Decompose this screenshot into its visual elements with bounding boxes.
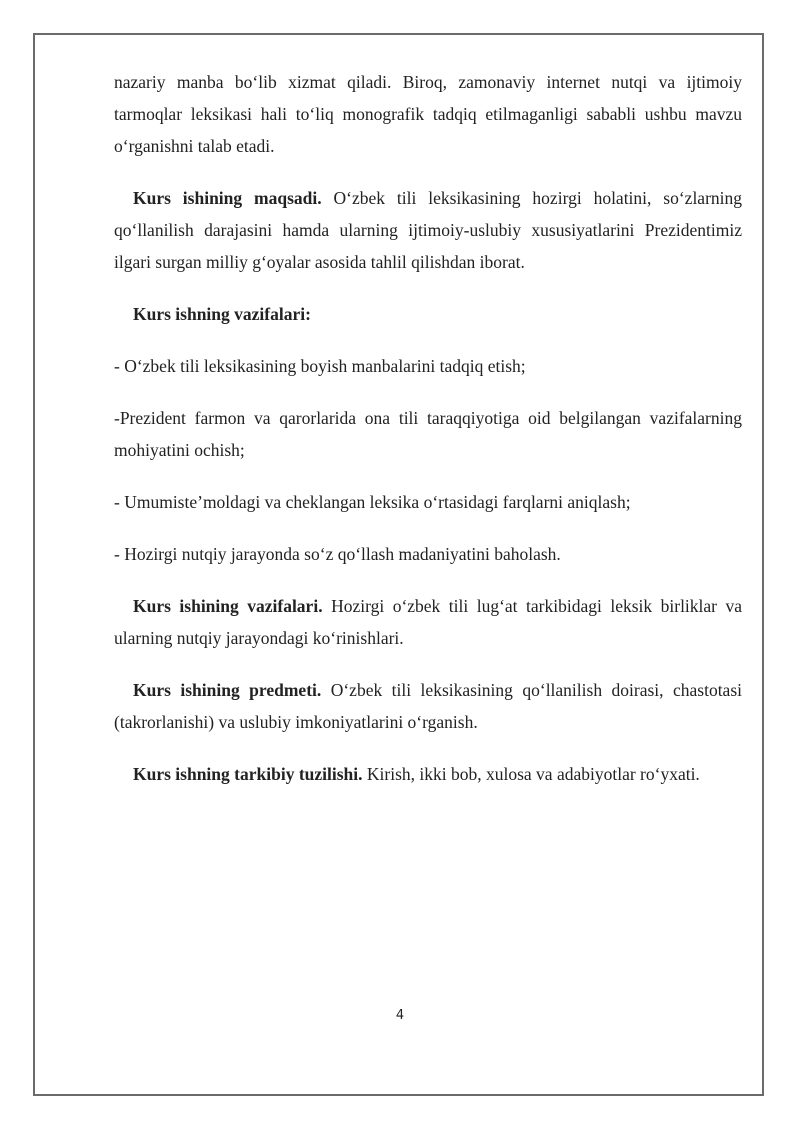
goal-heading: Kurs ishining maqsadi. <box>133 188 322 208</box>
task-item-4: - Hozirgi nutqiy jarayonda so‘z qo‘llash madaniyatini baholash. <box>114 544 561 564</box>
structure-text: Kirish, ikki bob, xulosa va adabiyotlar ro‘yxati. <box>362 764 700 784</box>
goal-paragraph <box>114 182 742 278</box>
object-heading: Kurs ishining vazifalari. <box>133 596 323 616</box>
tasks-heading: Kurs ishning vazifalari: <box>133 304 311 324</box>
subject-text: O‘zbek tili leksikasining qo‘llanilish doirasi, chastotasi (takrorlanishi) va uslubiy imkoniyatlarini o‘rganish. <box>114 680 742 732</box>
object-paragraph <box>114 590 742 654</box>
task-item-3: - Umumiste’moldagi va cheklangan leksika o‘rtasidagi farqlarni aniqlash; <box>114 492 631 512</box>
document-body <box>114 66 742 790</box>
task-item-2: -Prezident farmon va qarorlarida ona tili taraqqiyotiga oid belgilangan vazifalarning mohiyatini ochish; <box>114 408 742 460</box>
task-item-1: - O‘zbek tili leksikasining boyish manbalarini tadqiq etish; <box>114 356 526 376</box>
subject-paragraph <box>114 674 742 738</box>
page-number: 4 <box>395 1008 405 1023</box>
goal-text: O‘zbek tili leksikasining hozirgi holatini, so‘zlarning qo‘llanilish darajasini hamda ularning ijtimoiy-uslubiy xususiyatlarini Prezidentimiz ilgari surgan milliy g‘oyalar asosida tahlil qilishdan iborat. <box>114 188 743 272</box>
structure-paragraph <box>114 758 742 790</box>
structure-heading: Kurs ishning tarkibiy tuzilishi. <box>133 764 363 784</box>
subject-heading: Kurs ishining predmeti. <box>133 680 322 700</box>
object-text: Hozirgi o‘zbek tili lug‘at tarkibidagi leksik birliklar va ularning nutqiy jarayondagi ko‘rinishlari. <box>114 596 742 648</box>
intro-paragraph: nazariy manba bo‘lib xizmat qiladi. Biroq, zamonaviy internet nutqi va ijtimoiy tarmoqlar leksikasi hali to‘liq monografik tadqiq etilmaganligi sababli ushbu mavzu o‘rganishni talab etadi. <box>114 72 742 156</box>
